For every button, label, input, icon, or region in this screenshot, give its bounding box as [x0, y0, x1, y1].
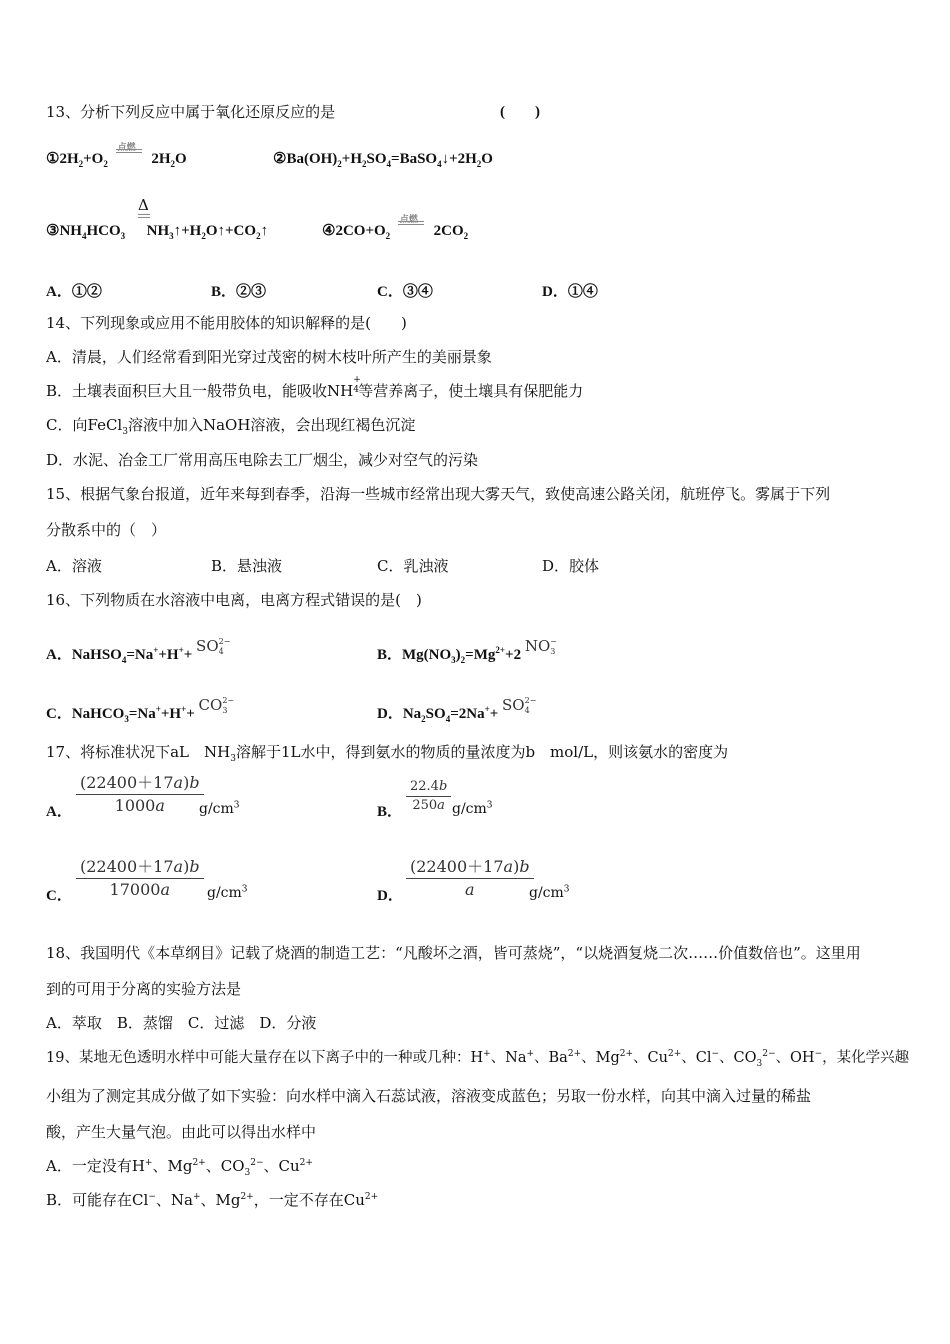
q15-stem-line-1: 15、根据气象台报道，近年来每到春季，沿海一些城市经常出现大雾天气，致使高速公路关闭，航班停飞。雾属于下列	[46, 485, 831, 503]
q17-unit-d: $g/cm^3$	[529, 884, 570, 901]
q17-option-d-label[interactable]: D．	[377, 888, 403, 904]
q17-fraction-c: $\frac{(22400+17a)b}{17000a}$	[76, 856, 204, 901]
q13-paren: ( )	[500, 104, 540, 120]
q13-reaction-4: $④2CO+O_2$ 点燃 $2CO_2$	[322, 214, 469, 241]
q19-stem-line-2: 小组为了测定其成分做了如下实验：向水样中滴入石蕊试液，溶液变成蓝色；另取一份水样，向其中滴入过量的稀盐	[46, 1087, 812, 1105]
q15-option-a[interactable]: A．溶液	[46, 557, 102, 575]
q13-reaction-3: $③NH_4HCO_3$ $NH_3↑+H_2O↑+CO_2↑$	[46, 223, 269, 241]
delta-bar	[138, 214, 150, 215]
q14-option-c[interactable]: C．向FeCl$_3$溶液中加入NaOH溶液，会出现红褐色沉淀	[46, 416, 416, 437]
q19-stem-line-3: 酸，产生大量气泡。由此可以得出水样中	[46, 1123, 317, 1141]
q15-option-d[interactable]: D．胶体	[542, 557, 600, 575]
q15-option-c[interactable]: C．乳浊液	[377, 557, 449, 575]
q19-option-b[interactable]: B．可能存在Cl−、Na+、$Mg^{2+}$，一定不存在$Cu^{2+}$	[46, 1191, 379, 1209]
q17-fraction-b: $\frac{22.4b}{250a}$	[406, 778, 451, 815]
q14-stem: 14、下列现象或应用不能用胶体的知识解释的是( )	[46, 314, 407, 332]
sulfate-ion: SO 2− 4	[196, 637, 231, 656]
q18-stem-line-1: 18、我国明代《本草纲目》记载了烧酒的制造工艺：“凡酸坏之酒，皆可蒸烧”，“以烧酒复烧二次……价值数倍也”。这里用	[46, 944, 861, 962]
q15-option-b[interactable]: B．悬浊液	[211, 557, 283, 575]
q16-option-c[interactable]: C．NaHCO$_3$=Na++H++ CO 2− 3	[46, 696, 235, 724]
q13-stem: 13、分析下列反应中属于氧化还原反应的是	[46, 103, 336, 121]
q14-option-a[interactable]: A．清晨，人们经常看到阳光穿过茂密的树木枝叶所产生的美丽景象	[46, 348, 492, 366]
q14-option-d[interactable]: D．水泥、冶金工厂常用高压电除去工厂烟尘，减少对空气的污染	[46, 451, 479, 469]
q17-fraction-a: $\frac{(22400+17a)b}{1000a}$	[76, 772, 204, 817]
q17-unit-b: $g/cm^3$	[452, 800, 493, 817]
q13-option-b[interactable]: B．②③	[211, 284, 267, 300]
q13-reaction-1: $①2H_2+O_2$ 点燃 $2H_2O$	[46, 142, 187, 169]
q17-option-c-label[interactable]: C．	[46, 888, 72, 904]
carbonate-ion: CO 2− 3	[198, 696, 235, 715]
q17-option-b-label[interactable]: B．	[377, 804, 403, 820]
q19-option-a[interactable]: A．一定没有H+、$Mg^{2+}$、$CO_3^{2-}$、$Cu^{2+}$	[46, 1157, 313, 1178]
q13-option-c[interactable]: C．③④	[377, 284, 433, 300]
q15-stem-line-2: 分散系中的（ ）	[46, 521, 167, 539]
q13-reaction-2: $②Ba(OH)_2+H_2SO_4=BaSO_4↓+2H_2O$	[273, 151, 493, 169]
q17-fraction-d: $\frac{(22400+17a)b}{a}$	[406, 856, 534, 901]
delta-condition: Δ	[138, 196, 149, 214]
ignite-condition-2: 点燃	[398, 221, 426, 241]
q14-option-b[interactable]: B．土壤表面积巨大且一般带负电，能吸收NH 4 + 等营养离子，使土壤具有保肥能力	[46, 375, 584, 400]
ignite-condition: 点燃	[116, 149, 144, 169]
q17-unit-c: $g/cm^3$	[207, 884, 248, 901]
sulfate-ion-2: SO 2− 4	[502, 696, 537, 715]
delta-bar-2	[138, 217, 150, 218]
nitrate-ion: NO − 3	[524, 637, 557, 656]
q16-option-d[interactable]: D．$Na_2SO_4=2Na^++$ SO 2− 4	[377, 696, 537, 724]
q19-stem-line-1: 19、某地无色透明水样中可能大量存在以下离子中的一种或几种：H+、Na+、$Ba^{2+}$、$Mg^{2+}$、$Cu^{2+}$、Cl−、$CO_3^{2-}$、OH−，某化学兴趣	[46, 1049, 910, 1069]
q18-options[interactable]: A．萃取 B．蒸馏 C．过滤 D．分液	[46, 1014, 317, 1032]
q17-unit-a: $g/cm^3$	[199, 800, 240, 817]
q16-stem: 16、下列物质在水溶液中电离，电离方程式错误的是( )	[46, 591, 422, 609]
q13-option-d[interactable]: D．①④	[542, 284, 598, 300]
q16-option-a[interactable]: A．NaHSO$_4$=Na++H++ SO 2− 4	[46, 637, 231, 665]
q17-option-a-label[interactable]: A．	[46, 804, 72, 820]
q16-option-b[interactable]: B．$Mg(NO_3)_2=Mg^{2+}+2$ NO − 3	[377, 637, 557, 665]
q17-stem: 17、将标准状况下aL $NH_3$溶解于1L水中，得到氨水的物质的量浓度为b mol/L，则该氨水的密度为	[46, 743, 729, 764]
q13-option-a[interactable]: A．①②	[46, 284, 102, 300]
q18-stem-line-2: 到的可用于分离的实验方法是	[46, 980, 242, 998]
